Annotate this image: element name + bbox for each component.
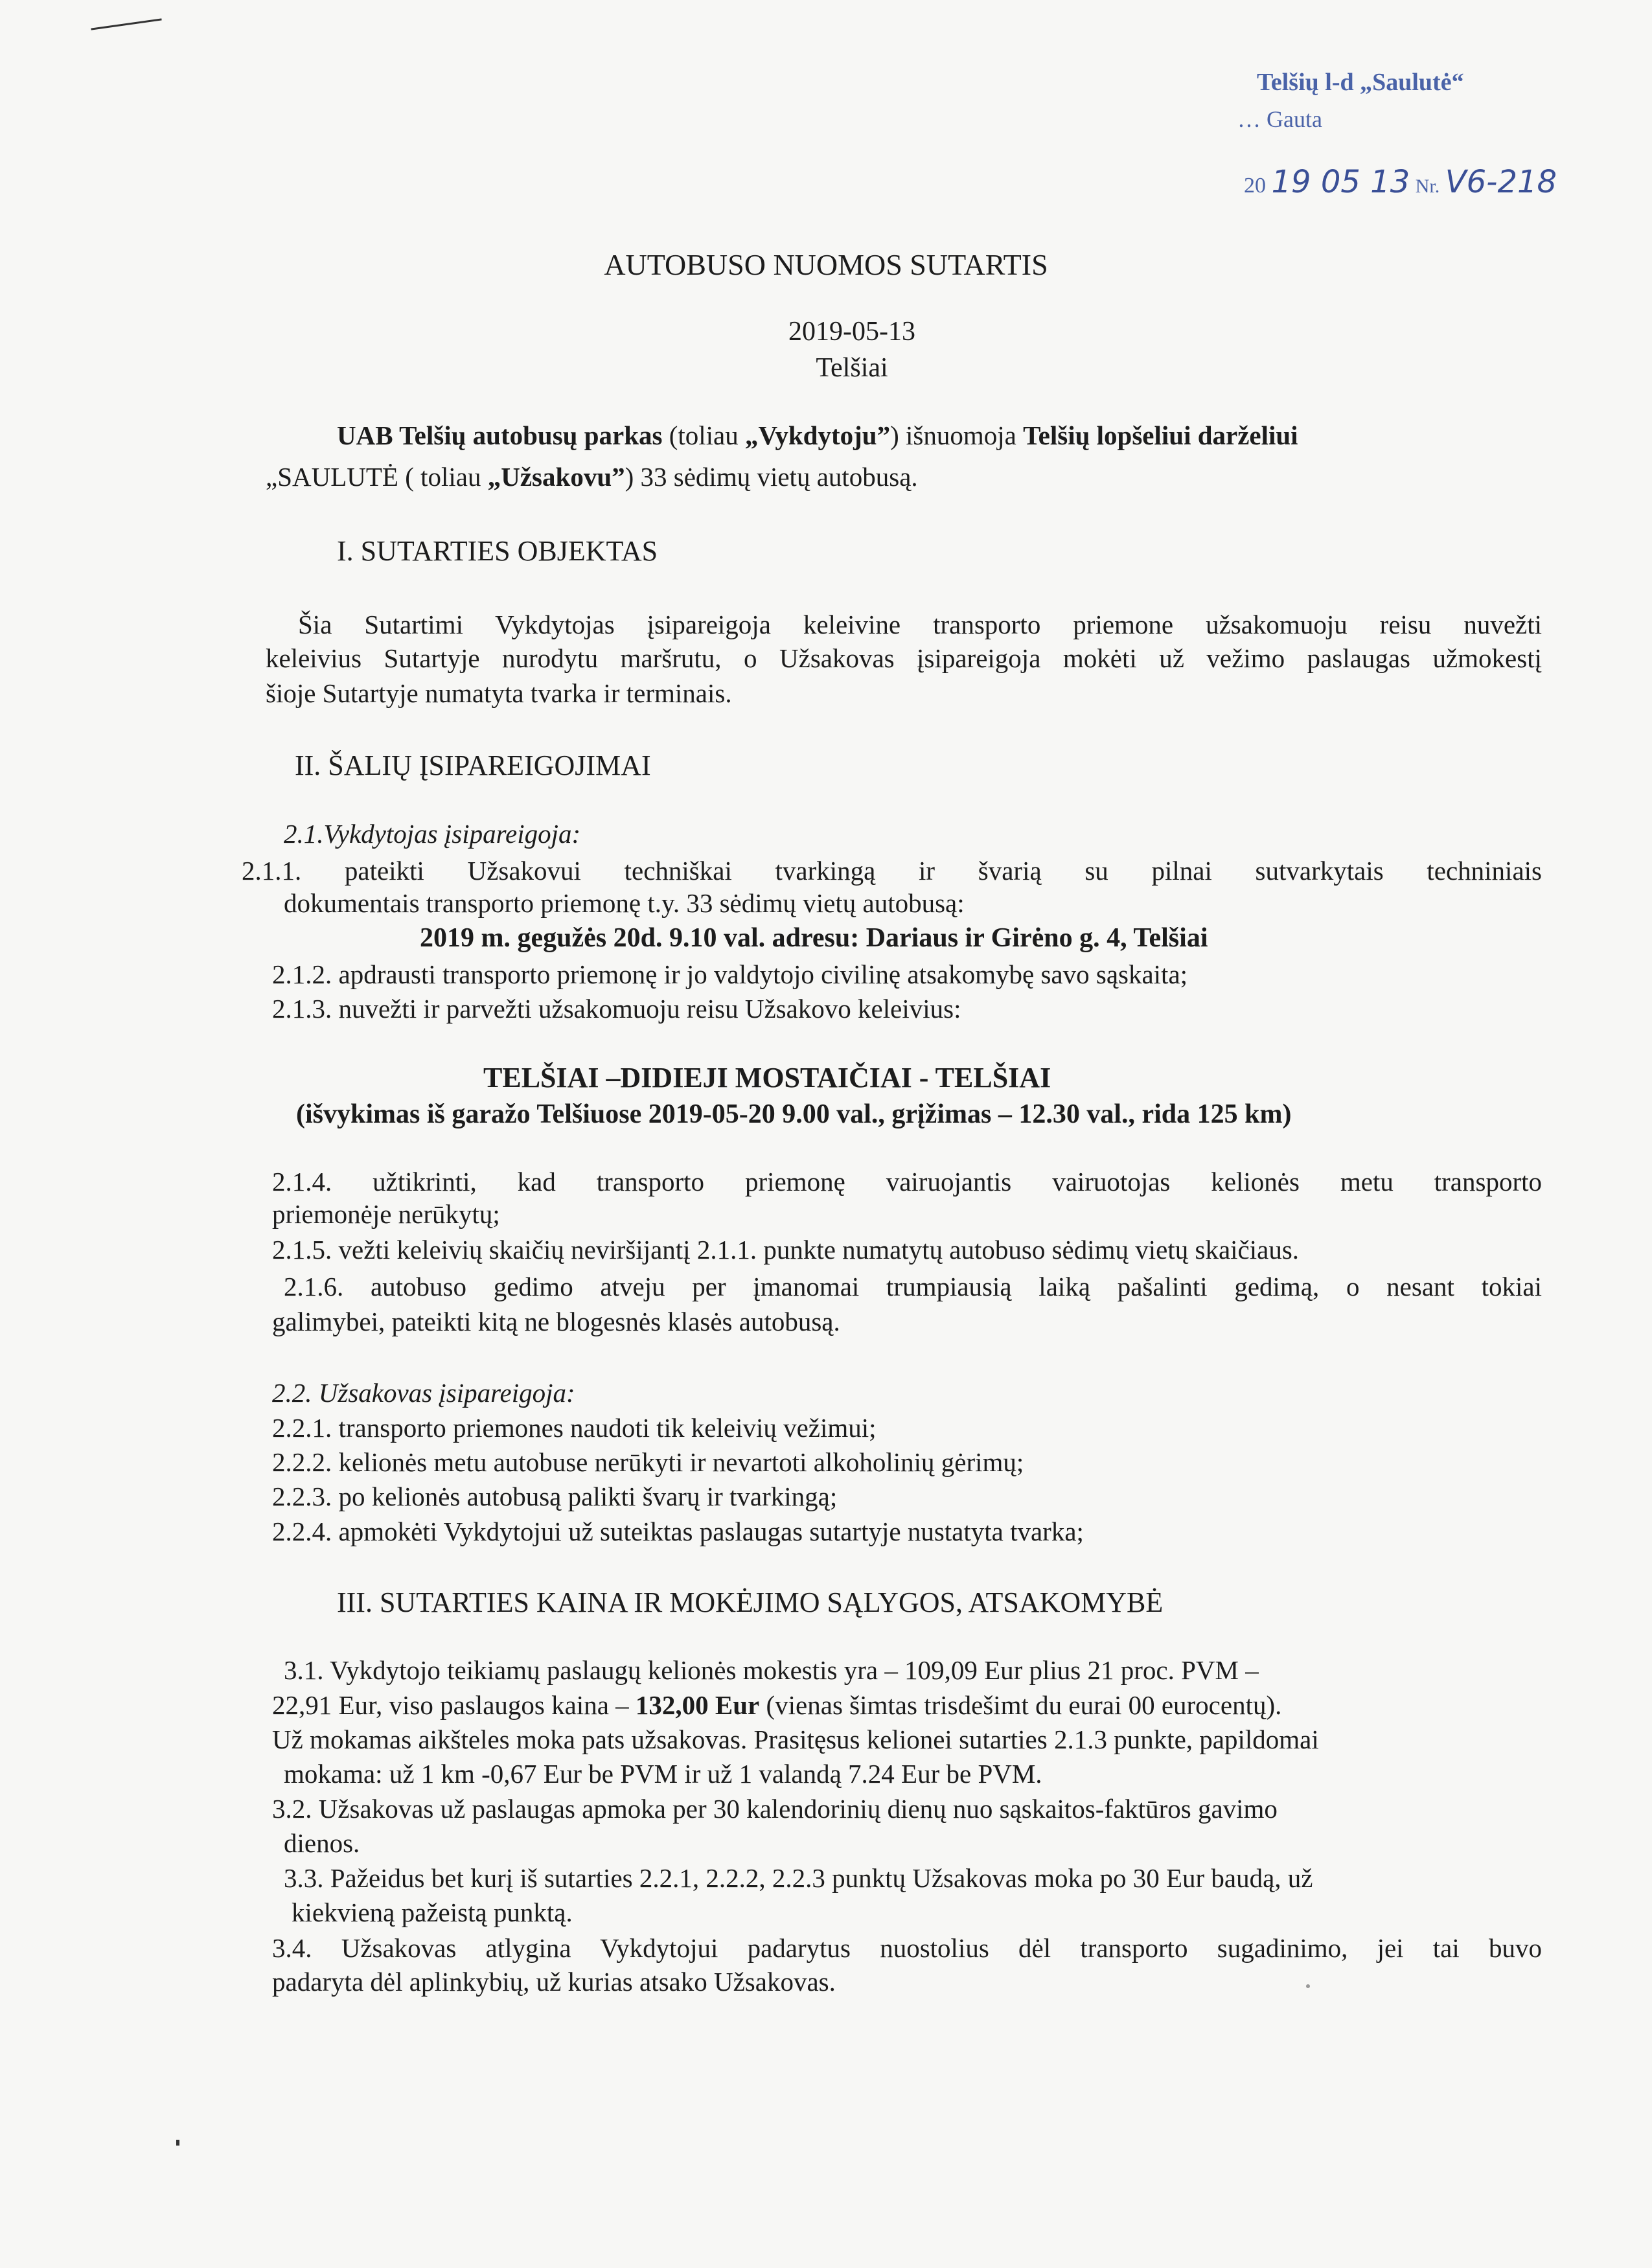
p34-line-2: padaryta dėl aplinkybių, už kurias atsako Užsakovas. [272, 1967, 836, 1997]
scan-mark [91, 18, 161, 30]
intro-line-1: UAB Telšių autobusų parkas (toliau „Vykdytoju”) išnuomoja Telšių lopšeliui darželiui [337, 420, 1298, 450]
route: TELŠIAI –DIDIEJI MOSTAIČIAI - TELŠIAI [483, 1062, 1051, 1094]
s2-sub-2: 2.2. Užsakovas įsipareigoja: [272, 1378, 575, 1408]
s1-line-3: šioje Sutartyje numatyta tvarka ir terminais. [266, 678, 732, 708]
p34-line-1: 3.4. Užsakovas atlygina Vykdytojui padarytus nuostolius dėl transporto sugadinimo, jei tai buvo [272, 1933, 1542, 1963]
section-3-heading: III. SUTARTIES KAINA IR MOKĖJIMO SĄLYGOS, ATSAKOMYBĖ [337, 1586, 1164, 1618]
scan-speck [1306, 1984, 1310, 1988]
p213: 2.1.3. nuvežti ir parvežti užsakomuoju reisu Užsakovo keleivius: [272, 994, 961, 1024]
document-title: AUTOBUSO NUOMOS SUTARTIS [604, 248, 1048, 281]
p33-line-2: kiekvieną pažeistą punktą. [292, 1897, 573, 1927]
p214-line-1: 2.1.4. užtikrinti, kad transporto priemonę vairuojantis vairuotojas kelionės metu transporto [272, 1167, 1542, 1197]
s1-line-2: keleivius Sutartyje nurodytu maršrutu, o Užsakovas įsipareigoja mokėti už vežimo paslaugas užmokestį [266, 643, 1542, 673]
stamp-received-label: … Gauta [1237, 106, 1322, 132]
stamp-date-prefix: 20 [1244, 174, 1266, 198]
s1-line-1: Šia Sutartimi Vykdytojas įsipareigoja keleivine transporto priemone užsakomuoju reisu nuvežti [298, 610, 1542, 639]
p221: 2.2.1. transporto priemones naudoti tik keleivių vežimui; [272, 1413, 877, 1443]
p31-line-4: mokama: už 1 km -0,67 Eur be PVM ir už 1 valandą 7.24 Eur be PVM. [284, 1759, 1042, 1789]
p211-line-1: 2.1.1. pateikti Užsakovui techniškai tvarkingą ir švarią su pilnai sutvarkytais techniniais [242, 856, 1542, 886]
document-date: 2019-05-13 [788, 317, 915, 347]
scan-speck [176, 2140, 179, 2146]
section-2-heading: II. ŠALIŲ ĮSIPAREIGOJIMAI [295, 750, 651, 781]
p31-line-3: Už mokamas aikšteles moka pats užsakovas. Prasitęsus kelionei sutarties 2.1.3 punkte, papildomai [272, 1724, 1319, 1754]
registration-stamp [1218, 55, 1581, 204]
stamp-date-row [1244, 164, 1557, 200]
stamp-nr-label: Nr. [1415, 176, 1440, 197]
p31-line-2: 22,91 Eur, viso paslaugos kaina – 132,00 Eur (vienas šimtas trisdešimt du eurai 00 eurocentų). [272, 1690, 1282, 1720]
p31-line-1: 3.1. Vykdytojo teikiamų paslaugų kelionės mokestis yra – 109,09 Eur plius 21 proc. PVM – [284, 1655, 1259, 1685]
p211-line-2: dokumentais transporto priemonę t.y. 33 sėdimų vietų autobusą: [284, 888, 965, 918]
route-details: (išvykimas iš garažo Telšiuose 2019-05-20 9.00 val., grįžimas – 12.30 val., rida 125 km) [296, 1099, 1292, 1129]
p212: 2.1.2. apdrausti transporto priemonę ir jo valdytojo civilinę atsakomybę savo sąskaita; [272, 959, 1188, 989]
p216-line-2: galimybei, pateikti kitą ne blogesnės klasės autobusą. [272, 1307, 840, 1336]
document-city: Telšiai [816, 353, 888, 383]
p216-line-1: 2.1.6. autobuso gedimo atveju per įmanomai trumpiausią laiką pašalinti gedimą, o nesant tokiai [284, 1272, 1542, 1301]
p33-line-1: 3.3. Pažeidus bet kurį iš sutarties 2.2.1, 2.2.2, 2.2.3 punktų Užsakovas moka po 30 Eur baudą, už [284, 1863, 1313, 1893]
p223: 2.2.3. po kelionės autobusą palikti švarų ir tvarkingą; [272, 1482, 838, 1511]
stamp-nr-handwritten: V6-218 [1445, 164, 1557, 200]
p222: 2.2.2. kelionės metu autobuse nerūkyti ir nevartoti alkoholinių gėrimų; [272, 1447, 1024, 1477]
stamp-org: Telšių l-d „Saulutė“ [1257, 69, 1464, 96]
p214-line-2: priemonėje nerūkytų; [272, 1199, 500, 1229]
p32-line-2: dienos. [284, 1828, 360, 1858]
p211-pickup: 2019 m. gegužės 20d. 9.10 val. adresu: Dariaus ir Girėno g. 4, Telšiai [420, 923, 1208, 953]
p215: 2.1.5. vežti keleivių skaičių neviršijantį 2.1.1. punkte numatytų autobuso sėdimų vietų skaičiaus. [272, 1235, 1300, 1265]
p224: 2.2.4. apmokėti Vykdytojui už suteiktas paslaugas sutartyje nustatyta tvarka; [272, 1517, 1084, 1546]
stamp-date-handwritten: 19 05 13 [1271, 164, 1410, 200]
s2-sub-1: 2.1.Vykdytojas įsipareigoja: [284, 819, 581, 849]
intro-line-2: „SAULUTĖ ( toliau „Užsakovu”) 33 sėdimų vietų autobusą. [266, 462, 918, 492]
section-1-heading: I. SUTARTIES OBJEKTAS [337, 535, 658, 567]
p32-line-1: 3.2. Užsakovas už paslaugas apmoka per 30 kalendorinių dienų nuo sąskaitos-faktūros gavimo [272, 1794, 1278, 1824]
